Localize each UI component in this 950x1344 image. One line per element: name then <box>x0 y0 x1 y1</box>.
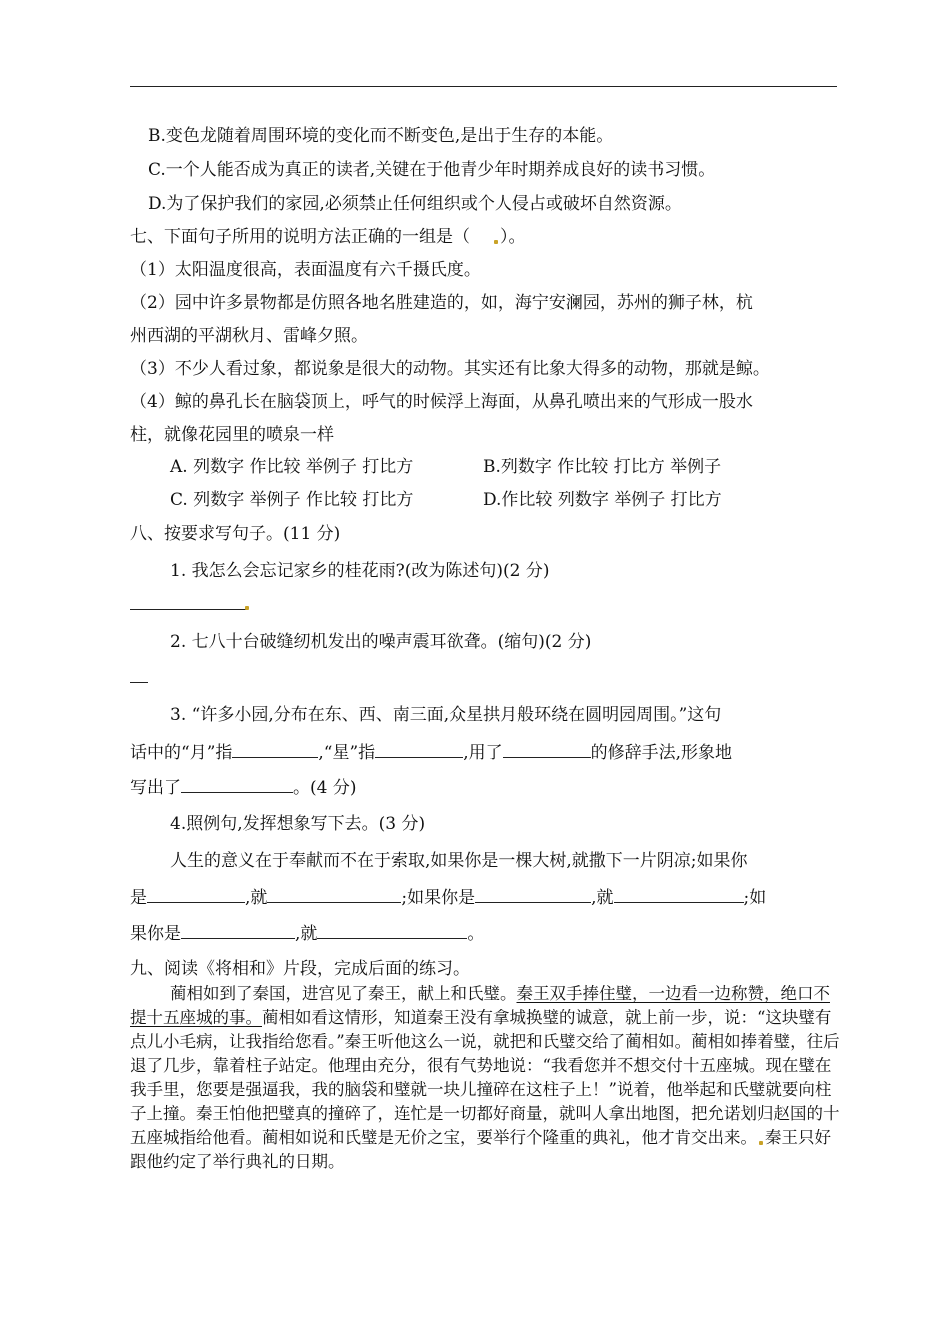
blank-depict[interactable] <box>181 776 293 793</box>
q8-title: 八、按要求写句子。(11 分) <box>130 524 341 544</box>
q8-item-4-text-f: 果你是 <box>130 924 181 944</box>
q8-item-4-line3 <box>130 922 484 945</box>
q7-option-b[interactable]: B.列数字 作比较 打比方 举例子 <box>483 457 722 477</box>
q8-item-3-line3 <box>130 776 356 799</box>
q8-item-3-text-b: ,“星”指 <box>318 743 376 763</box>
q8-item-4-text-b: ,就 <box>245 888 268 908</box>
option-d-prev: D.为了保护我们的家园,必须禁止任何组织或个人侵占或破坏自然资源。 <box>148 194 682 214</box>
q9-title: 九、阅读《将相和》片段，完成后面的练习。 <box>130 959 470 979</box>
q8-item-2-answer-line[interactable] <box>130 682 148 683</box>
header-rule <box>130 86 837 87</box>
mark-dot <box>494 240 498 244</box>
blank-rhetoric[interactable] <box>503 741 591 758</box>
q8-item-4-text-g: ,就 <box>295 924 318 944</box>
q8-item-3-text-a: 话中的“月”指 <box>130 743 233 763</box>
q7-stem-text: 七、下面句子所用的说明方法正确的一组是（ <box>130 227 470 247</box>
q7-sentence-3: （3）不少人看过象，都说象是很大的动物。其实还有比象大得多的动物，那就是鲸。 <box>130 359 770 379</box>
q9-passage <box>130 982 840 1174</box>
q7-sentence-4-line2: 柱，就像花园里的喷泉一样 <box>130 425 334 445</box>
q8-item-4-text-a: 是 <box>130 888 147 908</box>
q7-sentence-4-line1: （4）鲸的鼻孔长在脑袋顶上，呼气的时候浮上海面，从鼻孔喷出来的气形成一股水 <box>130 392 753 412</box>
q7-stem-end: ）。 <box>500 227 526 247</box>
q8-item-1-answer-line[interactable] <box>130 609 246 610</box>
q7-option-d[interactable]: D.作比较 列数字 举例子 打比方 <box>483 490 722 510</box>
blank-3b[interactable] <box>317 922 467 939</box>
q8-item-4-text-h: 。 <box>467 924 485 944</box>
q7-option-c[interactable]: C. 列数字 举例子 作比较 打比方 <box>170 490 414 510</box>
q8-item-3-text-e: 写出了 <box>130 778 181 798</box>
q9-underlined-sentence: 秦王双手捧住璧，一边看一边称赞，绝口不提十五座城的事。 <box>130 984 830 1027</box>
q7-answer-slot[interactable] <box>470 226 500 248</box>
q7-sentence-2-line2: 州西湖的平湖秋月、雷峰夕照。 <box>130 326 368 346</box>
q8-item-4-text-d: ,就 <box>591 888 614 908</box>
q8-item-3-line1: 3. “许多小园,分布在东、西、南三面,众星拱月般环绕在圆明园周围。”这句 <box>170 705 722 725</box>
q9-passage-part-b: 蔺相如看这情形，知道秦王没有拿城换璧的诚意，就上前一步，说：“这块璧有点儿小毛病，让我指给您看。”秦王听他这么一说，就把和氏璧交给了蔺相如。蔺相如捧着璧，往后退了几步，靠着柱子站定。他理由充分，很有气势地说：“我看您并不想交付十五座城。现在璧在我手里，您要是强逼我，我的脑袋和璧就一块儿撞碎在这柱子上！”说着，他举起和氏璧就要向柱子上撞。秦王怕他把璧真的撞碎了，连忙是一切都好商量，就叫人拿出地图，把允诺划归赵国的十五座城指给他看。蔺相如说和氏璧是无价之宝，要举行个隆重的典礼，他才肯交出来。 <box>130 1008 840 1147</box>
blank-yue[interactable] <box>232 741 318 758</box>
option-b-prev: B.变色龙随着周围环境的变化而不断变色,是出于生存的本能。 <box>148 126 614 146</box>
q7-sentence-2-line1: （2）园中许多景物都是仿照各地名胜建造的，如，海宁安澜园，苏州的狮子林，杭 <box>130 293 753 313</box>
blank-1b[interactable] <box>267 886 401 903</box>
q7-sentence-1: （1）太阳温度很高，表面温度有六千摄氏度。 <box>130 260 481 280</box>
option-c-prev: C.一个人能否成为真正的读者,关键在于他青少年时期养成良好的读书习惯。 <box>148 160 716 180</box>
mark-dot <box>759 1141 763 1145</box>
q8-item-3-text-f: 。(4 分) <box>293 778 357 798</box>
blank-1a[interactable] <box>147 886 245 903</box>
blank-xing[interactable] <box>375 741 463 758</box>
q7-stem <box>130 226 526 248</box>
blank-2b[interactable] <box>614 886 744 903</box>
blank-2a[interactable] <box>475 886 591 903</box>
q8-item-4-text-e: ;如 <box>743 888 767 908</box>
q7-option-a[interactable]: A. 列数字 作比较 举例子 打比方 <box>170 457 414 477</box>
q8-item-4-example: 人生的意义在于奉献而不在于索取,如果你是一棵大树,就撒下一片阴凉;如果你 <box>170 851 748 871</box>
blank-3a[interactable] <box>181 922 295 939</box>
q8-item-2: 2. 七八十台破缝纫机发出的噪声震耳欲聋。(缩句)(2 分) <box>170 632 592 652</box>
q8-item-4-line2 <box>130 886 766 909</box>
q8-item-4: 4.照例句,发挥想象写下去。(3 分) <box>170 814 426 834</box>
q9-passage-part-a: 蔺相如到了秦国，进宫见了秦王，献上和氏璧。 <box>170 984 517 1003</box>
mark-dot <box>245 606 249 610</box>
q8-item-4-text-c: ;如果你是 <box>401 888 476 908</box>
q8-item-1: 1. 我怎么会忘记家乡的桂花雨?(改为陈述句)(2 分) <box>170 561 550 581</box>
q8-item-3-line2 <box>130 741 732 764</box>
q8-item-3-text-c: ,用了 <box>463 743 503 763</box>
q9-passage-part-c: 秦王只好跟他约定了举行典礼的日期。 <box>130 1128 831 1171</box>
q8-item-3-text-d: 的修辞手法,形象地 <box>590 743 732 763</box>
